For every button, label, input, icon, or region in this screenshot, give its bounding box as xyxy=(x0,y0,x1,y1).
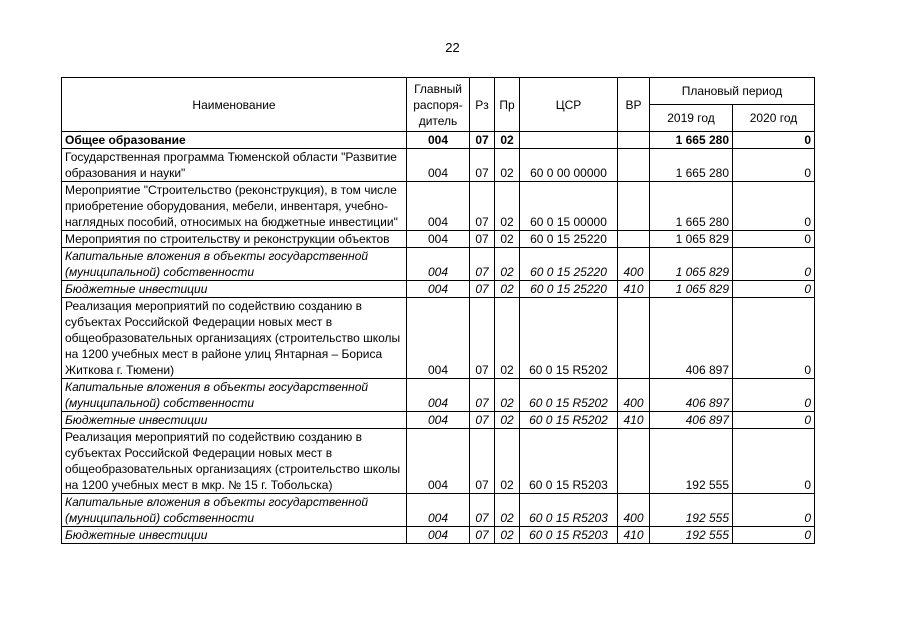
cell-vr xyxy=(618,182,650,231)
cell-vr xyxy=(618,231,650,248)
cell-name: Реализация мероприятий по содействию созданию в субъектах Российской Федерации новых мест в общеобразовательных организациях (строительство школы на 1200 учебных мест в районе улиц Янтарная – Бориса Житкова г. Тюмени) xyxy=(62,298,407,379)
cell-name: Реализация мероприятий по содействию созданию в субъектах Российской Федерации новых мест в общеобразовательных организациях (строительство школы на 1200 учебных мест в мкр. № 15 г. Тобольска) xyxy=(62,429,407,494)
cell-pr: 02 xyxy=(495,182,520,231)
cell-pr: 02 xyxy=(495,527,520,544)
header-csr: ЦСР xyxy=(520,78,618,132)
header-row xyxy=(62,78,815,105)
cell-admin: 004 xyxy=(407,527,470,544)
cell-2020: 0 xyxy=(733,298,815,379)
cell-csr: 60 0 15 25220 xyxy=(520,281,618,298)
cell-pr: 02 xyxy=(495,379,520,412)
cell-rz: 07 xyxy=(470,149,495,182)
cell-2020: 0 xyxy=(733,379,815,412)
cell-2019: 406 897 xyxy=(650,412,733,429)
header-name: Наименование xyxy=(62,78,407,132)
cell-csr: 60 0 15 R5202 xyxy=(520,379,618,412)
cell-2020: 0 xyxy=(733,494,815,527)
cell-rz: 07 xyxy=(470,379,495,412)
cell-csr: 60 0 15 25220 xyxy=(520,248,618,281)
cell-2019: 1 665 280 xyxy=(650,182,733,231)
cell-admin: 004 xyxy=(407,429,470,494)
cell-admin: 004 xyxy=(407,298,470,379)
cell-2019: 1 665 280 xyxy=(650,132,733,149)
cell-vr: 400 xyxy=(618,379,650,412)
header-pr: Пр xyxy=(495,78,520,132)
cell-vr xyxy=(618,429,650,494)
cell-pr: 02 xyxy=(495,429,520,494)
cell-rz: 07 xyxy=(470,231,495,248)
cell-admin: 004 xyxy=(407,494,470,527)
cell-rz: 07 xyxy=(470,298,495,379)
cell-2019: 1 065 829 xyxy=(650,231,733,248)
cell-pr: 02 xyxy=(495,231,520,248)
cell-2019: 406 897 xyxy=(650,379,733,412)
cell-2019: 1 065 829 xyxy=(650,248,733,281)
page-number: 22 xyxy=(445,40,460,55)
table-row xyxy=(62,527,815,544)
cell-pr: 02 xyxy=(495,132,520,149)
cell-2020: 0 xyxy=(733,248,815,281)
cell-2020: 0 xyxy=(733,149,815,182)
cell-admin: 004 xyxy=(407,231,470,248)
cell-vr xyxy=(618,298,650,379)
table-row xyxy=(62,429,815,494)
header-2019: 2019 год xyxy=(650,105,733,132)
cell-2019: 406 897 xyxy=(650,298,733,379)
cell-name: Общее образование xyxy=(62,132,407,149)
table-row xyxy=(62,132,815,149)
cell-name: Бюджетные инвестиции xyxy=(62,527,407,544)
cell-2019: 192 555 xyxy=(650,494,733,527)
cell-csr: 60 0 15 R5203 xyxy=(520,429,618,494)
header-plan-period: Плановый период xyxy=(650,78,815,105)
cell-admin: 004 xyxy=(407,182,470,231)
table-row xyxy=(62,298,815,379)
header-rz: Рз xyxy=(470,78,495,132)
cell-rz: 07 xyxy=(470,132,495,149)
cell-csr: 60 0 15 R5202 xyxy=(520,412,618,429)
cell-2020: 0 xyxy=(733,412,815,429)
cell-rz: 07 xyxy=(470,412,495,429)
cell-csr: 60 0 15 00000 xyxy=(520,182,618,231)
cell-admin: 004 xyxy=(407,281,470,298)
cell-vr: 410 xyxy=(618,412,650,429)
cell-csr: 60 0 15 R5203 xyxy=(520,494,618,527)
cell-rz: 07 xyxy=(470,248,495,281)
table-row xyxy=(62,379,815,412)
cell-pr: 02 xyxy=(495,494,520,527)
cell-vr: 400 xyxy=(618,494,650,527)
cell-vr: 410 xyxy=(618,527,650,544)
cell-name: Мероприятие "Строительство (реконструкция), в том числе приобретение оборудования, мебели, инвентаря, учебно-наглядных пособий, относимых на бюджетные инвестиции" xyxy=(62,182,407,231)
cell-2020: 0 xyxy=(733,132,815,149)
cell-name: Бюджетные инвестиции xyxy=(62,412,407,429)
cell-pr: 02 xyxy=(495,248,520,281)
table-row xyxy=(62,149,815,182)
table-body xyxy=(62,132,815,544)
budget-table xyxy=(61,77,815,544)
cell-2019: 192 555 xyxy=(650,429,733,494)
cell-admin: 004 xyxy=(407,248,470,281)
cell-2019: 1 065 829 xyxy=(650,281,733,298)
cell-pr: 02 xyxy=(495,412,520,429)
cell-pr: 02 xyxy=(495,149,520,182)
table-row xyxy=(62,231,815,248)
cell-pr: 02 xyxy=(495,281,520,298)
cell-vr xyxy=(618,149,650,182)
cell-admin: 004 xyxy=(407,132,470,149)
table-row xyxy=(62,182,815,231)
cell-rz: 07 xyxy=(470,527,495,544)
cell-admin: 004 xyxy=(407,412,470,429)
cell-name: Капитальные вложения в объекты государственной (муниципальной) собственности xyxy=(62,248,407,281)
cell-rz: 07 xyxy=(470,494,495,527)
cell-rz: 07 xyxy=(470,281,495,298)
cell-csr xyxy=(520,132,618,149)
header-2020: 2020 год xyxy=(733,105,815,132)
cell-name: Капитальные вложения в объекты государственной (муниципальной) собственности xyxy=(62,379,407,412)
table-row xyxy=(62,281,815,298)
cell-2019: 1 665 280 xyxy=(650,149,733,182)
table-row xyxy=(62,412,815,429)
cell-name: Капитальные вложения в объекты государственной (муниципальной) собственности xyxy=(62,494,407,527)
cell-name: Мероприятия по строительству и реконструкции объектов xyxy=(62,231,407,248)
cell-2019: 192 555 xyxy=(650,527,733,544)
cell-name: Бюджетные инвестиции xyxy=(62,281,407,298)
cell-vr xyxy=(618,132,650,149)
cell-2020: 0 xyxy=(733,231,815,248)
cell-pr: 02 xyxy=(495,298,520,379)
cell-rz: 07 xyxy=(470,182,495,231)
cell-2020: 0 xyxy=(733,429,815,494)
cell-admin: 004 xyxy=(407,379,470,412)
cell-csr: 60 0 15 25220 xyxy=(520,231,618,248)
cell-csr: 60 0 15 R5202 xyxy=(520,298,618,379)
cell-csr: 60 0 15 R5203 xyxy=(520,527,618,544)
cell-csr: 60 0 00 00000 xyxy=(520,149,618,182)
cell-vr: 400 xyxy=(618,248,650,281)
cell-name: Государственная программа Тюменской области "Развитие образования и науки" xyxy=(62,149,407,182)
table-row xyxy=(62,494,815,527)
header-admin: Главный распоря-дитель xyxy=(407,78,470,132)
table-row xyxy=(62,248,815,281)
cell-vr: 410 xyxy=(618,281,650,298)
cell-2020: 0 xyxy=(733,527,815,544)
cell-rz: 07 xyxy=(470,429,495,494)
cell-2020: 0 xyxy=(733,281,815,298)
cell-admin: 004 xyxy=(407,149,470,182)
cell-2020: 0 xyxy=(733,182,815,231)
header-vr: ВР xyxy=(618,78,650,132)
